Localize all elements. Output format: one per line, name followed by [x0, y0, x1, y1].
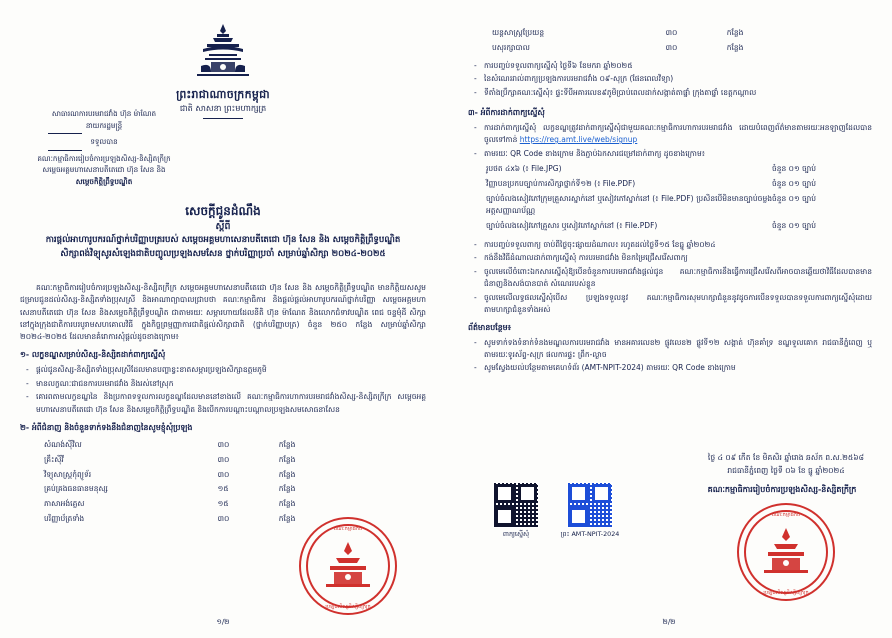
svg-text:គណៈកម្មាធិការ: គណៈកម្មាធិការ: [771, 512, 801, 518]
program-count: ៣០: [217, 469, 230, 479]
list-item: - សូមទាក់ទងទំនាក់ទំនងមណ្ឌលការបរមរាជវាំង មានអគារលេខ២ ផ្លូវលេខ២ ផ្លូវទី១២ សង្កាត់ ហ៊ុនគាំទ្រ ខណ្ឌទួលគោក រាជធានីភ្នំពេញ ឬតាមរយៈទូរស័ព្ទ-សុក្រ ផលការផ្ទះ ព្រឹក-ល្ងាច: [468, 337, 872, 361]
table-row: [468, 162, 858, 177]
registration-link[interactable]: https://reg.amt.live/web/signup: [519, 135, 638, 145]
program-name: គ្រឹះស៊ីវី: [44, 454, 64, 464]
document-page-right: [446, 0, 892, 638]
kingdom-motto: ជាតិ សាសនា ព្រះមហាក្សត្រ: [179, 103, 267, 113]
page-number-right: ២/២: [662, 618, 676, 626]
table-row: [468, 26, 798, 41]
attachment-qty: ចំនួន ០១ ច្បាប់: [771, 164, 817, 174]
program-unit: កន្លែង: [726, 28, 744, 38]
attachments-table: [468, 162, 858, 234]
section-3-list: [468, 122, 872, 160]
ministry-line-4: សម្ដេចអគ្គមហាសេនាបតីតេជោ ហ៊ុន សែន និង: [42, 165, 166, 175]
qr-caption: ព្រះ AMT-NPIT-2024: [560, 530, 620, 538]
ministry-divider-1: [48, 133, 82, 134]
ministry-line-1: នាយករដ្ឋមន្ត្រី: [85, 120, 123, 130]
section-4-list: [468, 239, 872, 316]
attachment-qty: ចំនួន ០១ ច្បាប់: [771, 179, 817, 189]
attachment-name: វិញ្ញាបនប្រកបច្បាប់ការសិក្សាថ្នាក់ទី១២ (៖ File.PDF): [486, 179, 636, 189]
table-row: [468, 219, 858, 234]
ministry-block: [14, 108, 194, 187]
signature-date-block: [696, 452, 876, 478]
program-count: ៣០: [217, 439, 230, 449]
national-emblem-icon: [193, 22, 253, 78]
svg-text:គណៈកម្មាធិការ: គណៈកម្មាធិការ: [333, 526, 363, 532]
program-unit: កន្លែង: [278, 484, 296, 494]
intro-paragraph: គណៈកម្មាធិការរៀបចំការប្រឡងសិស្ស-និស្សិតក្រីក្រ សម្ដេចអគ្គមហាសេនាបតីតេជោ ហ៊ុន សែន និង សម្ដេចកិត្តិព្រឹទ្ធបណ្ឌិត មានកិត្តិយសសូមជម្រាបជូនដល់សិស្ស-និស្សិតទាំងប្រុសស្រី និងអាណាព្យាបាលជ្រាបថា គណៈកម្មាធិការ និងផ្ដល់ផ្ដល់អាហារូបករណ៍ថ្នាក់បរិញ្ញា សម្ដេចអគ្គមហាសេនាបតីតេជោ ហ៊ុន សែន និងសម្ដេចកិត្តិព្រឹទ្ធបណ្ឌិត ជាតាមរយៈ សម្ភារហាយដែលនីតិ ហ៊ុន ម៉ាណែត និងលោកជំទាវបណ្ឌិត ពេជ ចន្ទមុំដី សិក្សានៅក្នុងក្រុងជាតិការបរបូរាមសហគោលវិធី ក្នុងកិច្ចព្រម្មញ្ញាការជាតិផ្ដល់សិក្សាជាតិ (ថ្នាក់បរិញ្ញាបត្រ) ចំនួន ២៥០ កន្លែង សម្រាប់ឆ្នាំសិក្សា ២០២៤-២០២៥ ដែលមានគំរោការសុំផ្ដល់ដូចខាងក្រោម៖: [20, 283, 426, 342]
official-stamp-right: [734, 500, 838, 604]
program-unit: កន្លែង: [278, 514, 296, 524]
svg-text:ប្រឡងសិស្សនិស្សិតក្រីក្រ: ប្រឡងសិស្សនិស្សិតក្រីក្រ: [325, 604, 371, 610]
svg-text:ប្រឡងសិស្សនិស្សិតក្រីក្រ: ប្រឡងសិស្សនិស្សិតក្រីក្រ: [763, 590, 809, 596]
program-count: ៣០: [665, 43, 678, 53]
attachment-name: ច្បាប់ចំលងសៀវភៅក្រុមគ្រួសារស្នាក់នៅ ឬសៀវភៅស្នាក់នៅ (៖ File.PDF) ប្រសិនបើមិនមានច្បាប់ចម្លងអត្តសញ្ញាណប័ណ្ណ: [486, 194, 772, 216]
program-name: សំណង់ស៊ីវិល: [44, 439, 82, 449]
program-count: ១៥: [217, 484, 229, 494]
right-body: [468, 26, 872, 376]
list-item: - នៃសំណេររាល់ពាក្យប្រឡងការបរមរាជវាំង ០៩-សុក្រ (ផែនពេលវិទ្យា): [468, 73, 872, 85]
list-item: - កង់នឹងវិធីដំណាលដាក់ពាក្យស្នើសុំ ការបរមរាជវាំង មិនកម្រៃជ្រើសរើសពាក្យ: [468, 252, 872, 264]
qr-caption: ពាក្យស្នើសុំ: [502, 530, 530, 538]
list-item: - តាមរយៈ QR Code ខាងក្រោម និងភ្ជាប់ឯកសារជម្រៅដាក់ពាក្យ ដូចខាងក្រោម៖: [468, 148, 872, 160]
document-about-label: ស្ដីពី: [215, 221, 231, 232]
qr-info[interactable]: [550, 482, 630, 539]
qr-code-image[interactable]: [493, 482, 539, 528]
program-name: បសុរក្សាបាល: [492, 43, 530, 53]
document-subject: ការផ្ដល់អាហារូបករណ៍ថ្នាក់បរិញ្ញាបត្ររបស់ សម្ដេចអគ្គមហាសេនាបតីតេជោ ហ៊ុន សែន និង សម្ដេចកិត្តិព្រឹទ្ធបណ្ឌិត សិក្សាពង់វិទ្យុសូរសំឡេងជាតិបញ្ចូលប្រឡងសមសែន ថ្នាក់បរិញ្ញាប្រចាំ សម្រាប់ឆ្នាំសិក្សា ២០២៤-២០២៥: [45, 235, 401, 259]
table-row: [20, 497, 350, 512]
document-kind: សេចក្ដីជូនដំណឹង: [185, 204, 261, 218]
table-row: [20, 437, 350, 452]
list-item: - ចូលមេលើលទ្ធផលស្នើសុំបើស ប្រឡងទទួលនូវ គណៈកម្មាធិការសុមហក្សាជំនួននូវដូចការបើនទទួលបានទទួលការពាក្យស្នើសុំដោយតាមហក្សាជំនួនទាំងអស់: [468, 292, 872, 316]
section-1-list: [20, 364, 426, 416]
ministry-line-0: សាធារណការបរមរាជវាំង ហ៊ុន ម៉ាណែត: [51, 109, 157, 118]
program-name: វិទ្យុសាស្ត្រកុំព្យូទ័រ: [44, 469, 92, 479]
page-number-left: ១/២: [216, 618, 230, 626]
table-row: [20, 452, 350, 467]
program-quota-table-right: [468, 26, 798, 56]
list-item: - ចូលមេលើចំពោះឯកសារស្នើសុំឱ្យបើនចំនួនការបរមរាជវាំងផ្ដល់ជូន គណៈកម្មាធិការនឹងធ្វើការជ្រើសរើសពីអាចបានឆ្លើយថាវិធីដែលបានមានជំនាញនិងសង់បានបាត់ សំណេររបស់ខ្លួន: [468, 266, 872, 290]
ministry-line-2: ទទួលបាន: [90, 137, 118, 147]
program-unit: កន្លែង: [278, 454, 296, 464]
right-notes-list: [468, 60, 872, 99]
section-5-title: ព័ត៌មានបន្ថែម៖: [468, 322, 512, 332]
section-3-title: ៣- អំពីការដាក់ពាក្យស្នើសុំ: [468, 108, 545, 118]
program-count: ៣០: [665, 28, 678, 38]
ministry-line-5: សម្ដេចកិត្តិព្រឹទ្ធបណ្ឌិត: [75, 176, 133, 186]
list-item: - ការបញ្ចប់ទទួលពាក្យស្នើសុំ ថ្ងៃទី៦ ខែមករា ឆ្នាំ២០២៥: [468, 60, 872, 72]
program-name: យន្តសាស្ត្រប្រែយន្ត: [492, 28, 545, 38]
section-3-text-0: ការដាក់ពាក្យស្នើសុំ លក្ខខណ្ឌត្រូវដាក់ពាក្យស្នើសុំជាមួយគណៈកម្មាធិការហាការបរមរាជវាំង ដោយបំពេញព័ត៌មានតាមរយៈអនឡាញដែលបានចូលទៅកាន់: [484, 122, 872, 145]
program-count: ៣០: [217, 514, 230, 524]
signature-date-city: រាជធានីភ្នំពេញ ថ្ងៃទី ០៦ ខែ ធ្នូ ឆ្នាំ២០២៤: [727, 465, 845, 475]
list-item: - សូមស្វែងយល់បន្ថែមតាមគេហទំព័រ (AMT-NPIT-2024) តាមរយៈ QR Code ខាងក្រោម: [468, 362, 872, 374]
attachment-qty: ចំនួន ០១ ច្បាប់: [771, 221, 817, 231]
section-4-title: - ការបញ្ចប់ទទួលពាក្យ ចាប់ពីថ្ងៃចុះផ្សាយដំណាល៖ រហូតដល់ថ្ងៃទី១៥ ខែធ្នូ ឆ្នាំ២០២៤: [468, 239, 872, 251]
list-item: [468, 122, 872, 146]
left-body: [20, 282, 426, 527]
attachment-name: រូបថត ៤x៦ (៖ File.JPG): [486, 164, 562, 174]
kingdom-title: ព្រះរាជាណាចក្រកម្ពុជា: [176, 88, 270, 101]
program-count: ១៥: [217, 499, 229, 509]
table-row: [468, 177, 858, 192]
program-name: បរិញ្ញាប័ត្រទាំង: [44, 514, 85, 524]
table-row: [20, 467, 350, 482]
signature-date-lunar: ថ្ងៃ ៤ ០៩ កើត ខែ មិគសិរ ឆ្នាំរោង ឆស័ក ព.ស.២៥៦៨: [707, 453, 865, 462]
official-stamp-left: [296, 514, 400, 618]
program-count: ៣០: [217, 454, 230, 464]
attachment-qty: ចំនួន ០១ ច្បាប់: [771, 194, 817, 204]
table-row: [20, 482, 350, 497]
list-item: - ទីតាំងប្រឹក្សាគណៈស្នើសុំ៖ ផ្ទះទីបីអគារលេខ៩ភូមិប្រាប់ពេលដាក់សង្កាត់តាផ្នាំ ក្រុងតាផ្នាំ ខេត្តកណ្ដាល: [468, 87, 872, 99]
ministry-line-3: គណៈកម្មាធិការរៀបចំការប្រឡងសិស្ស-និស្សិតក្រីក្រ: [37, 153, 171, 163]
signature-organization: គណៈកម្មាធិការរៀបចំការប្រឡងសិស្ស-និស្សិតក្រីក្រ: [707, 485, 857, 494]
attachment-name: ច្បាប់ចំលងសៀវភៅគ្រួសារ ឬសៀវភៅស្នាក់នៅ (៖ File.PDF): [486, 221, 658, 231]
qr-application[interactable]: [488, 482, 544, 539]
list-item: - ផ្ដល់ជូនសិស្ស-និស្សិតទាំងប្រុសស្រីដែលមានបញ្ហាខ្វះខាតសម្ភារប្រឡងសិក្សាឧត្តមភូមិ: [20, 364, 426, 376]
table-row: [468, 192, 858, 219]
section-5-list: [468, 337, 872, 375]
program-name: ភាសាអង់គ្លេស: [44, 499, 85, 509]
program-unit: កន្លែង: [278, 439, 296, 449]
list-item: - មានលក្ខណៈជាជនការបរមរាជវាំង និងរស់នៅស្រុក: [20, 378, 426, 390]
ministry-divider-2: [48, 150, 82, 151]
program-unit: កន្លែង: [278, 499, 296, 509]
list-item: - គោរពតាមលក្ខខណ្ឌនៃ និងប្រកាពទទួលការលក្ខខណ្ឌដែលមាននៅខាងលើ គណៈកម្មាធិការហាការបរមរាជវាំងសិស្ស-និស្សិតក្រីក្រ សម្ដេចអគ្គមហាសេនាបតីតេជោ ហ៊ុន សែន និងសម្ដេចកិត្តិព្រឹទ្ធបណ្ឌិត និងបើកការបណ្ដាះបណ្ដាលប្រឡងសមសោធនាសែន: [20, 391, 426, 415]
program-unit: កន្លែង: [278, 469, 296, 479]
program-name: គ្រប់គ្រងធនធានមនុស្ស: [44, 484, 108, 494]
section-2-title: ២- អំពីជំនាញ និងចំនួនទាក់ទងនឹងជំនាញនៃសូមខ្ញុំសុំប្រឡង: [20, 422, 193, 432]
section-1-title: ១- លក្ខខណ្ឌសម្រាប់សិស្ស-និស្សិតដាក់ពាក្យស្នើសុំ: [20, 350, 166, 360]
title-divider: [203, 118, 243, 119]
table-row: [468, 41, 798, 56]
qr-code-image[interactable]: [567, 482, 613, 528]
program-unit: កន្លែង: [726, 43, 744, 53]
